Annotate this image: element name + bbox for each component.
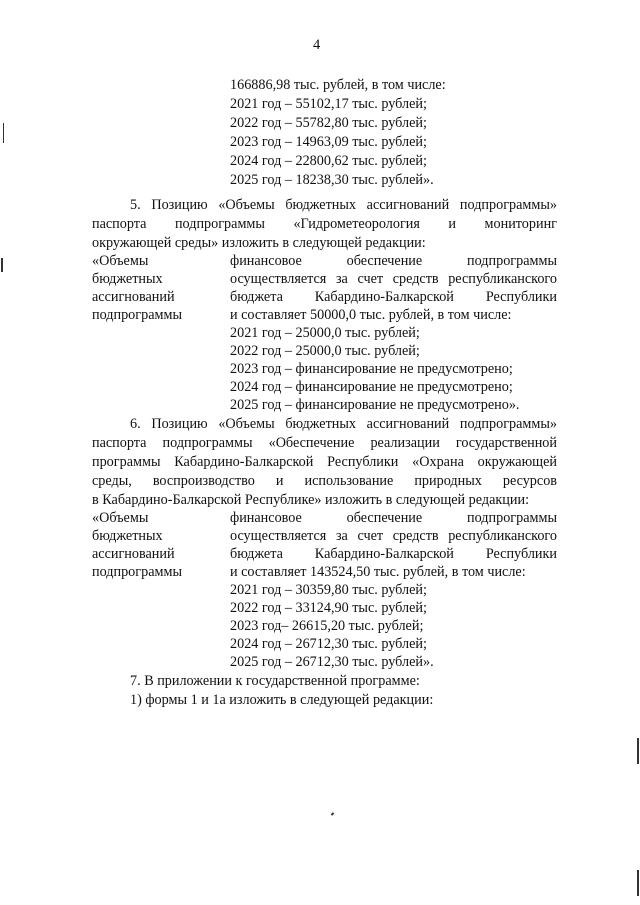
table-value-line: бюджета Кабардино-Балкарской Республики [230,546,557,562]
table-value-line: 2025 год – 26712,30 тыс. рублей». [230,654,434,670]
text-line: в Кабардино-Балкарской Республике» изложить в следующей редакции: [92,492,530,508]
item6-paragraph-cont [92,435,557,452]
item5-paragraph-cont [92,216,557,233]
table-value-line: 2024 год – 26712,30 тыс. рублей; [230,636,427,652]
text-line: 5. Позицию «Объемы бюджетных ассигнований подпрограммы» [130,197,557,213]
text-line: 2023 год – 14963,09 тыс. рублей; [230,134,427,150]
text-line: 2022 год – 55782,80 тыс. рублей; [230,115,427,131]
text-line: 7. В приложении к государственной программе: [130,673,420,689]
table-value-line: 2022 год – 33124,90 тыс. рублей; [230,600,427,616]
table-value-line: 2022 год – 25000,0 тыс. рублей; [230,343,420,359]
text-line: 1) формы 1 и 1а изложить в следующей редакции: [130,692,434,708]
table-label-line: «Объемы [92,510,149,526]
scan-artifact-mark [637,870,639,896]
text-line: окружающей среды» изложить в следующей редакции: [92,235,426,251]
item5-paragraph [130,197,557,214]
table-label-line: ассигнований [92,289,175,305]
table-value-line: и составляет 50000,0 тыс. рублей, в том числе: [230,307,512,323]
text-line: 166886,98 тыс. рублей, в том числе: [230,77,446,93]
table-value-line: и составляет 143524,50 тыс. рублей, в том числе: [230,564,526,580]
text-line: 2025 год – 18238,30 тыс. рублей». [230,172,434,188]
page-number: 4 [313,37,321,53]
table-value-line: 2025 год – финансирование не предусмотрено». [230,397,520,413]
table-value-line: финансовое обеспечение подпрограммы [230,253,557,269]
table-value-line: 2021 год – 25000,0 тыс. рублей; [230,325,420,341]
scan-artifact-mark [1,258,3,272]
item6-paragraph-cont [92,454,557,471]
table-value-line: 2024 год – финансирование не предусмотрено; [230,379,513,395]
table-value-line: 2023 год – финансирование не предусмотрено; [230,361,513,377]
table-label-line: ассигнований [92,546,175,562]
text-line: паспорта подпрограммы «Обеспечение реализации государственной [92,435,557,451]
table-value-line: бюджета Кабардино-Балкарской Республики [230,289,557,305]
table-value-line: осуществляется за счет средств республиканского [230,271,557,287]
table-value-line: 2023 год– 26615,20 тыс. рублей; [230,618,424,634]
item6-paragraph [130,416,557,433]
text-line: паспорта подпрограммы «Гидрометеорология и мониторинг [92,216,557,232]
table-label-line: «Объемы [92,253,149,269]
text-line: 2024 год – 22800,62 тыс. рублей; [230,153,427,169]
text-line: 2021 год – 55102,17 тыс. рублей; [230,96,427,112]
scan-artifact-mark [3,123,4,143]
table-label-line: бюджетных [92,271,163,287]
text-line: среды, воспроизводство и использование природных ресурсов [92,473,557,489]
table-value-line: 2021 год – 30359,80 тыс. рублей; [230,582,427,598]
table-value-line: финансовое обеспечение подпрограммы [230,510,557,526]
text-line: программы Кабардино-Балкарской Республики «Охрана окружающей [92,454,557,470]
scan-artifact-mark [637,738,639,764]
item6-paragraph-cont [92,473,557,490]
text-line: 6. Позицию «Объемы бюджетных ассигнований подпрограммы» [130,416,557,432]
table-value-line: осуществляется за счет средств республиканского [230,528,557,544]
scan-artifact-mark [331,812,335,816]
table-label-line: бюджетных [92,528,163,544]
table-label-line: подпрограммы [92,564,182,580]
table-label-line: подпрограммы [92,307,182,323]
